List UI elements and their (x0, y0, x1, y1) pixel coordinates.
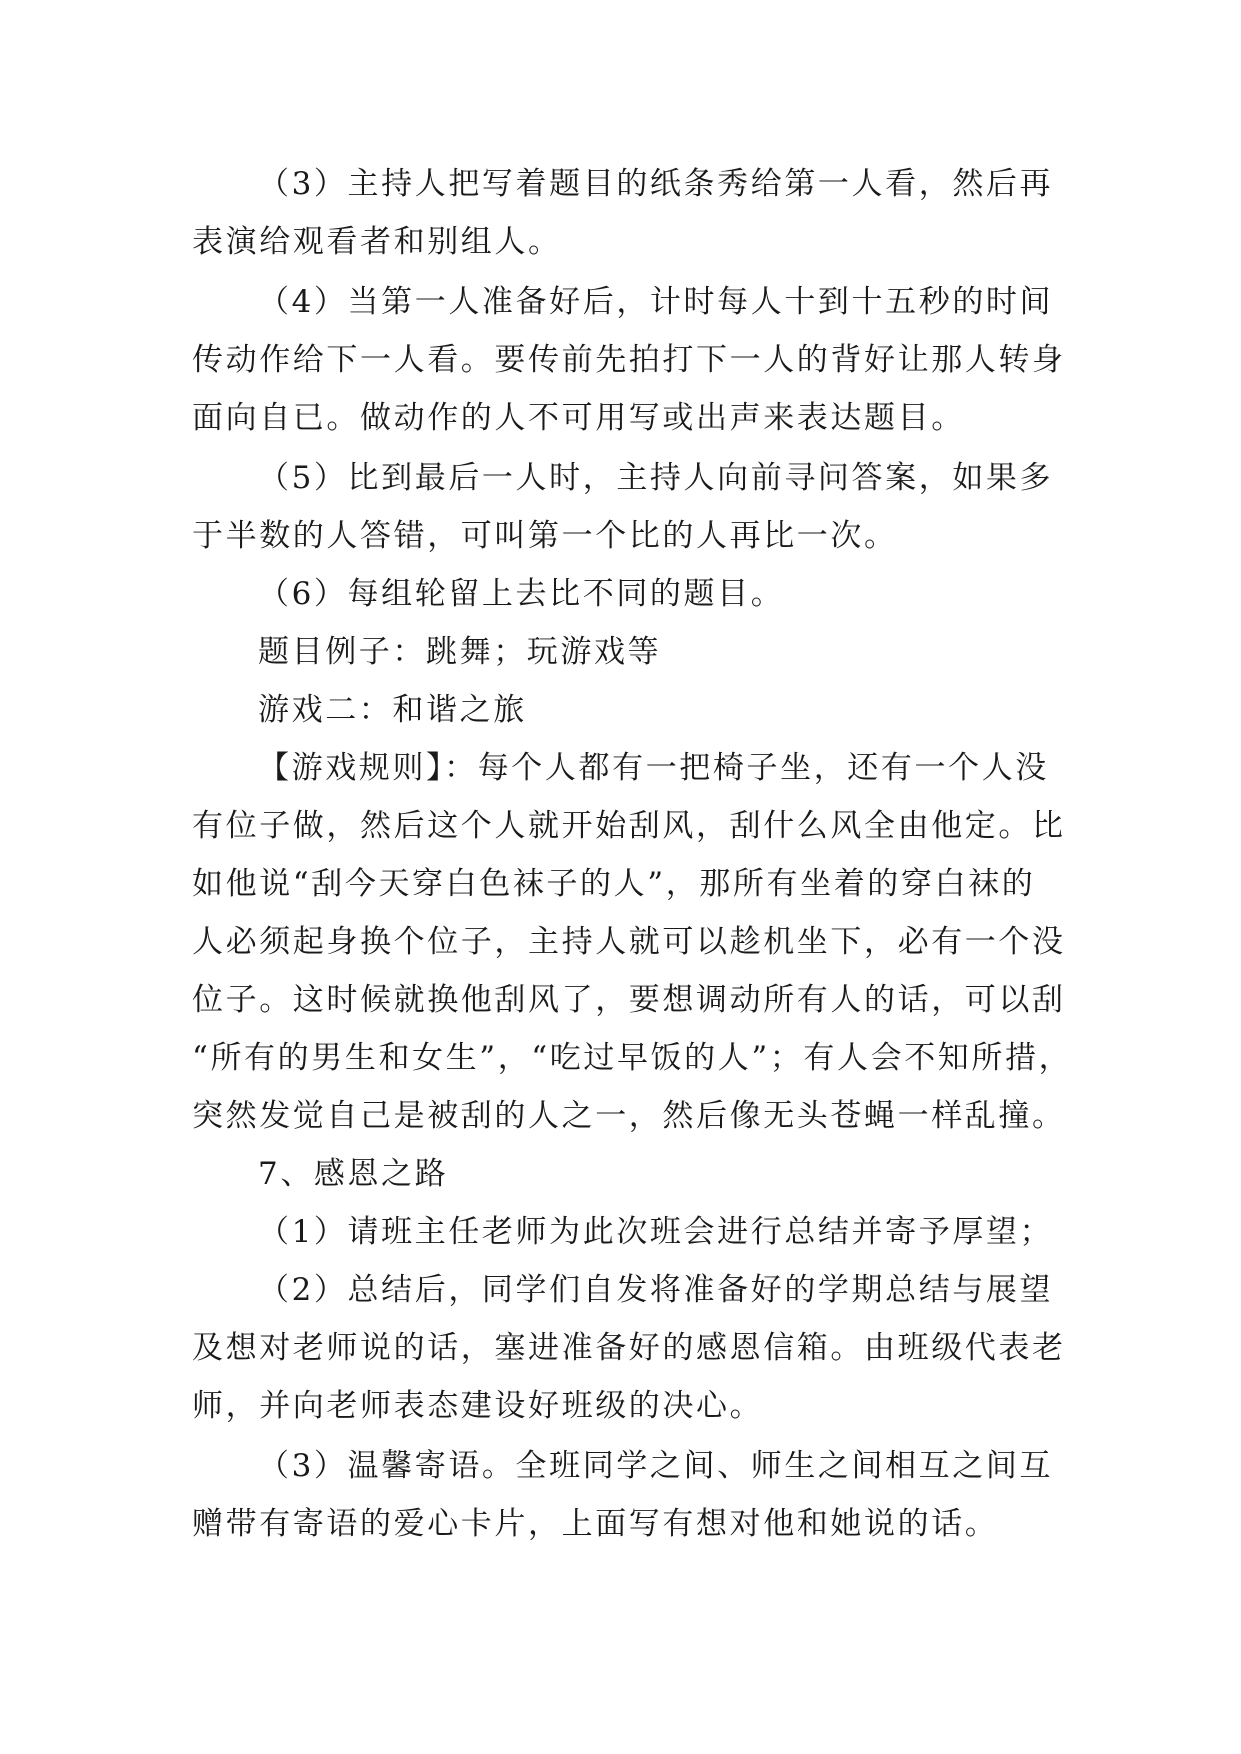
paragraph-line: 传动作给下一人看。要传前先拍打下一人的背好让那人转身 (192, 342, 1066, 378)
paragraph-line: （2）总结后，同学们自发将准备好的学期总结与展望 (258, 1272, 1054, 1308)
paragraph-line: 【游戏规则】：每个人都有一把椅子坐，还有一个人没 (258, 750, 1049, 786)
paragraph-line: 人必须起身换个位子，主持人就可以趁机坐下，必有一个没 (192, 924, 1066, 960)
paragraph-line: （3）温馨寄语。全班同学之间、师生之间相互之间互 (258, 1448, 1054, 1484)
paragraph-line: 表演给观看者和别组人。 (192, 224, 562, 260)
paragraph-line: “所有的男生和女生”，“吃过早饭的人”；有人会不知所措， (192, 1040, 1073, 1076)
paragraph-line: （3）主持人把写着题目的纸条秀给第一人看，然后再 (258, 166, 1054, 202)
paragraph-line: 有位子做，然后这个人就开始刮风，刮什么风全由他定。比 (192, 808, 1066, 844)
section-heading: 7、感恩之路 (258, 1156, 449, 1192)
paragraph-line: 突然发觉自己是被刮的人之一，然后像无头苍蝇一样乱撞。 (192, 1098, 1066, 1134)
paragraph-line: 位子。这时候就换他刮风了，要想调动所有人的话，可以刮 (192, 982, 1066, 1018)
paragraph-line: （6）每组轮留上去比不同的题目。 (258, 576, 785, 612)
paragraph-line: 于半数的人答错，可叫第一个比的人再比一次。 (192, 518, 898, 554)
paragraph-line: 面向自已。做动作的人不可用写或出声来表达题目。 (192, 400, 965, 436)
paragraph-line: 如他说“刮今天穿白色袜子的人”，那所有坐着的穿白袜的 (192, 866, 1036, 902)
paragraph-line: 赠带有寄语的爱心卡片，上面写有想对他和她说的话。 (192, 1506, 999, 1542)
paragraph-line: （1）请班主任老师为此次班会进行总结并寄予厚望； (258, 1214, 1054, 1250)
paragraph-line: 游戏二：和谐之旅 (258, 692, 527, 728)
paragraph-line: （4）当第一人准备好后，计时每人十到十五秒的时间 (258, 284, 1054, 320)
paragraph-line: （5）比到最后一人时，主持人向前寻问答案，如果多 (258, 460, 1054, 496)
paragraph-line: 师，并向老师表态建设好班级的决心。 (192, 1388, 764, 1424)
paragraph-line: 题目例子：跳舞；玩游戏等 (258, 634, 662, 670)
paragraph-line: 及想对老师说的话，塞进准备好的感恩信箱。由班级代表老 (192, 1330, 1066, 1366)
